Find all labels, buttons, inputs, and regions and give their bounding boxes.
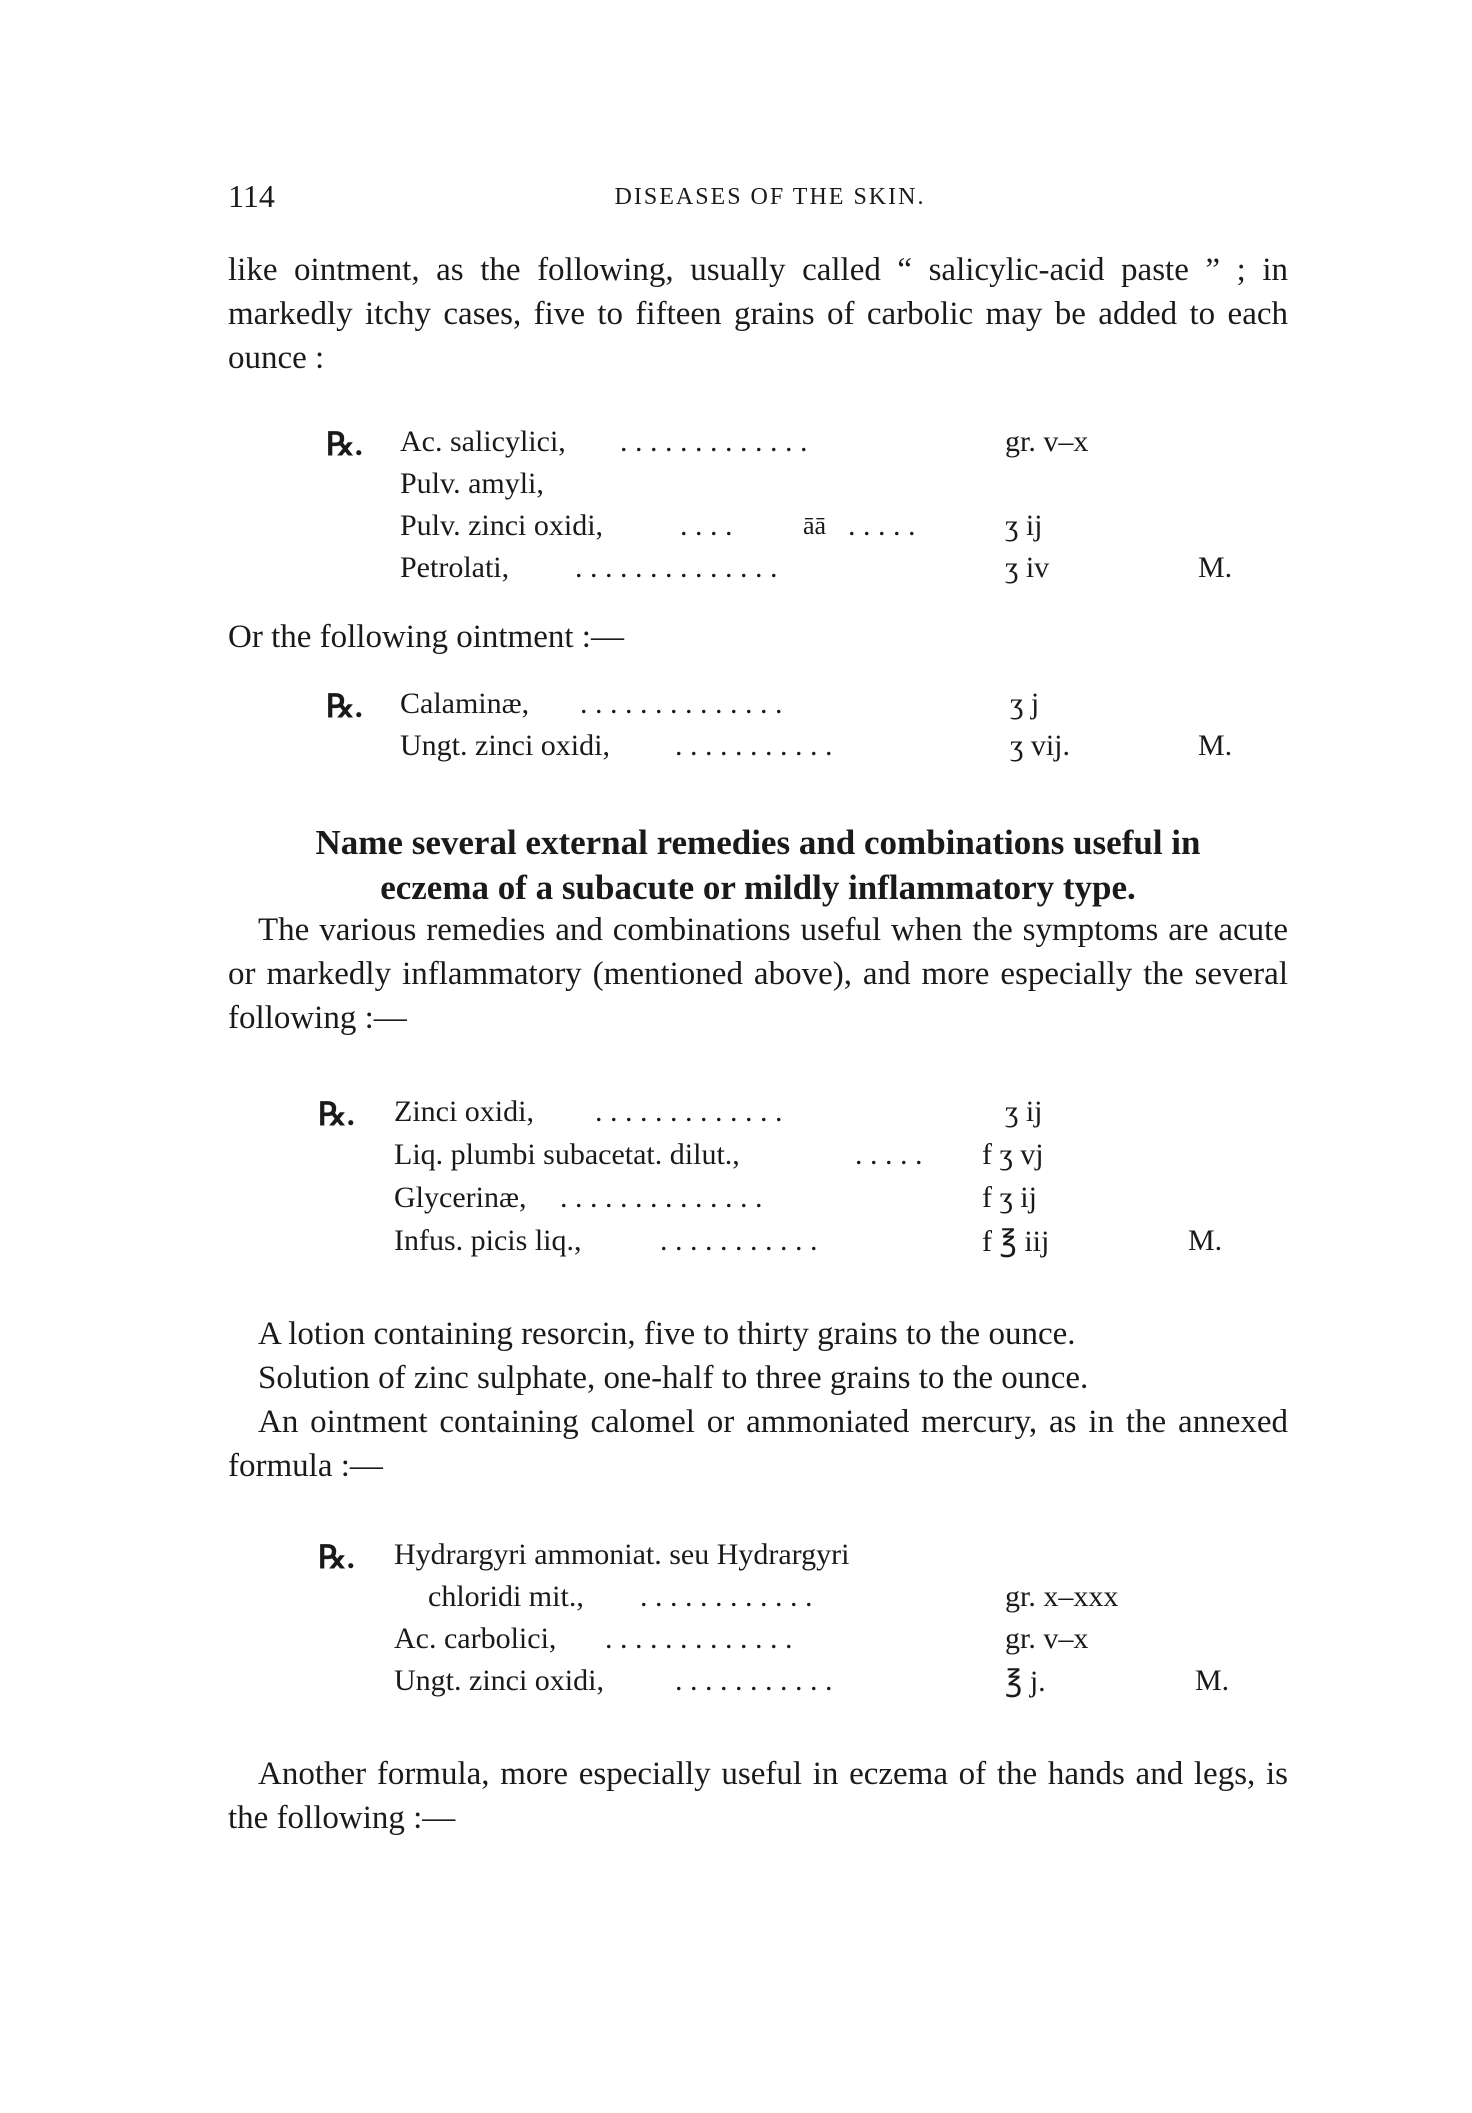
rx-misce: M.: [1195, 1664, 1230, 1697]
rx-leader-dots: . . . . . . . . . . . . .: [595, 1095, 783, 1128]
question-heading-line2: eczema of a subacute or mildly inflammatory type.: [380, 868, 1136, 907]
rx-ingredient: Zinci oxidi,: [394, 1095, 534, 1128]
rx-ingredient: Hydrargyri ammoniat. seu Hydrargyri: [394, 1538, 850, 1571]
rx-leader-dots: . . . . . . . . . . . . . .: [575, 551, 778, 584]
rx-ana-mark: āā: [803, 511, 827, 540]
rx-ingredient: Ac. salicylici,: [400, 425, 566, 458]
recipe-symbol: ℞.: [326, 426, 363, 462]
rx-line: [0, 1181, 1472, 1221]
rx-misce: M.: [1198, 551, 1233, 584]
rx-leader-dots: . . . . .: [848, 509, 916, 542]
rx-ingredient: Infus. picis liq.,: [394, 1224, 582, 1257]
rx-ingredient: Ac. carbolici,: [394, 1622, 557, 1655]
rx-line: [0, 467, 1472, 507]
rx-ingredient: Liq. plumbi subacetat. dilut.,: [394, 1138, 740, 1171]
rx-dose: gr. v–x: [1005, 425, 1089, 458]
ointment-paragraph: An ointment containing calomel or ammoniated mercury, as in the annexed formula :—: [228, 1404, 1288, 1484]
rx-leader-dots: . . . . . . . . . . . . . .: [560, 1181, 763, 1214]
rx-misce: M.: [1188, 1224, 1223, 1257]
page-header: [228, 178, 1292, 218]
rx-ingredient: Ungt. zinci oxidi,: [400, 729, 610, 762]
rx-leader-dots: . . . . .: [855, 1138, 923, 1171]
rx-misce: M.: [1198, 729, 1233, 762]
page-number: 114: [228, 178, 275, 214]
recipe-symbol: ℞.: [326, 688, 363, 724]
rx-line: [0, 1664, 1472, 1704]
question-heading-line1: Name several external remedies and combinations useful in: [315, 823, 1201, 862]
rx-line: [0, 1622, 1472, 1662]
rx-line: [0, 1224, 1472, 1264]
rx-dose: ʒ ij: [1005, 509, 1043, 542]
lotion-resorcin-line: A lotion containing resorcin, five to thirty grains to the ounce.: [258, 1316, 1076, 1352]
rx-leader-dots: . . . . . . . . . . . . . .: [580, 687, 783, 720]
rx-ingredient: Glycerinæ,: [394, 1181, 527, 1214]
rx-dose: ʒ iv: [1005, 551, 1050, 584]
running-head: DISEASES OF THE SKIN.: [614, 184, 926, 210]
rx-dose: f ℥ iij: [982, 1225, 1050, 1258]
rx-ingredient: Pulv. zinci oxidi,: [400, 509, 604, 542]
rx-leader-dots: . . . .: [680, 509, 733, 542]
rx-line: [0, 551, 1472, 591]
rx-ingredient: Calaminæ,: [400, 687, 530, 720]
recipe-symbol: ℞.: [318, 1539, 355, 1575]
rx-line: [0, 1138, 1472, 1178]
intro-paragraph: like ointment, as the following, usually called “ salicylic-acid paste ” ; in markedly itchy cases, five to fifteen grains of carbolic may be added to each ounce :: [228, 252, 1288, 376]
zinc-sulphate-line: Solution of zinc sulphate, one-half to three grains to the ounce.: [258, 1360, 1089, 1396]
or-following-line: Or the following ointment :—: [228, 619, 624, 655]
rx-ingredient: Pulv. amyli,: [400, 467, 544, 500]
rx-ingredient: Ungt. zinci oxidi,: [394, 1664, 604, 1697]
rx-dose: ʒ vij.: [1010, 729, 1070, 762]
rx-line: [0, 1095, 1472, 1135]
rx-dose: ℥ j.: [1005, 1665, 1046, 1698]
rx-dose: ʒ ij: [1005, 1095, 1043, 1128]
rx-dose: f ʒ vj: [982, 1138, 1044, 1171]
rx-line: [0, 425, 1472, 465]
rx-leader-dots: . . . . . . . . . . .: [660, 1224, 818, 1257]
rx-line: [0, 687, 1472, 727]
rx-leader-dots: . . . . . . . . . . .: [675, 729, 833, 762]
rx-line: [0, 729, 1472, 769]
rx-ingredient: Petrolati,: [400, 551, 510, 584]
rx-dose: gr. x–xxx: [1005, 1580, 1119, 1613]
recipe-symbol: ℞.: [318, 1096, 355, 1132]
another-formula-paragraph: Another formula, more especially useful in eczema of the hands and legs, is the following :—: [228, 1756, 1288, 1836]
rx-dose: f ʒ ij: [982, 1181, 1037, 1214]
rx-line: [0, 509, 1472, 549]
rx-line: [0, 1538, 1472, 1578]
rx-line: [0, 1580, 1472, 1620]
rx-leader-dots: . . . . . . . . . . . . .: [605, 1622, 793, 1655]
rx-dose: gr. v–x: [1005, 1622, 1089, 1655]
rx-dose: ʒ j: [1010, 687, 1040, 720]
answer-paragraph: The various remedies and combinations useful when the symptoms are acute or markedly inflammatory (mentioned above), and more especially the several following :—: [228, 912, 1288, 1036]
rx-leader-dots: . . . . . . . . . . .: [675, 1664, 833, 1697]
rx-leader-dots: . . . . . . . . . . . .: [640, 1580, 813, 1613]
rx-ingredient: chloridi mit.,: [428, 1580, 584, 1613]
rx-leader-dots: . . . . . . . . . . . . .: [620, 425, 808, 458]
